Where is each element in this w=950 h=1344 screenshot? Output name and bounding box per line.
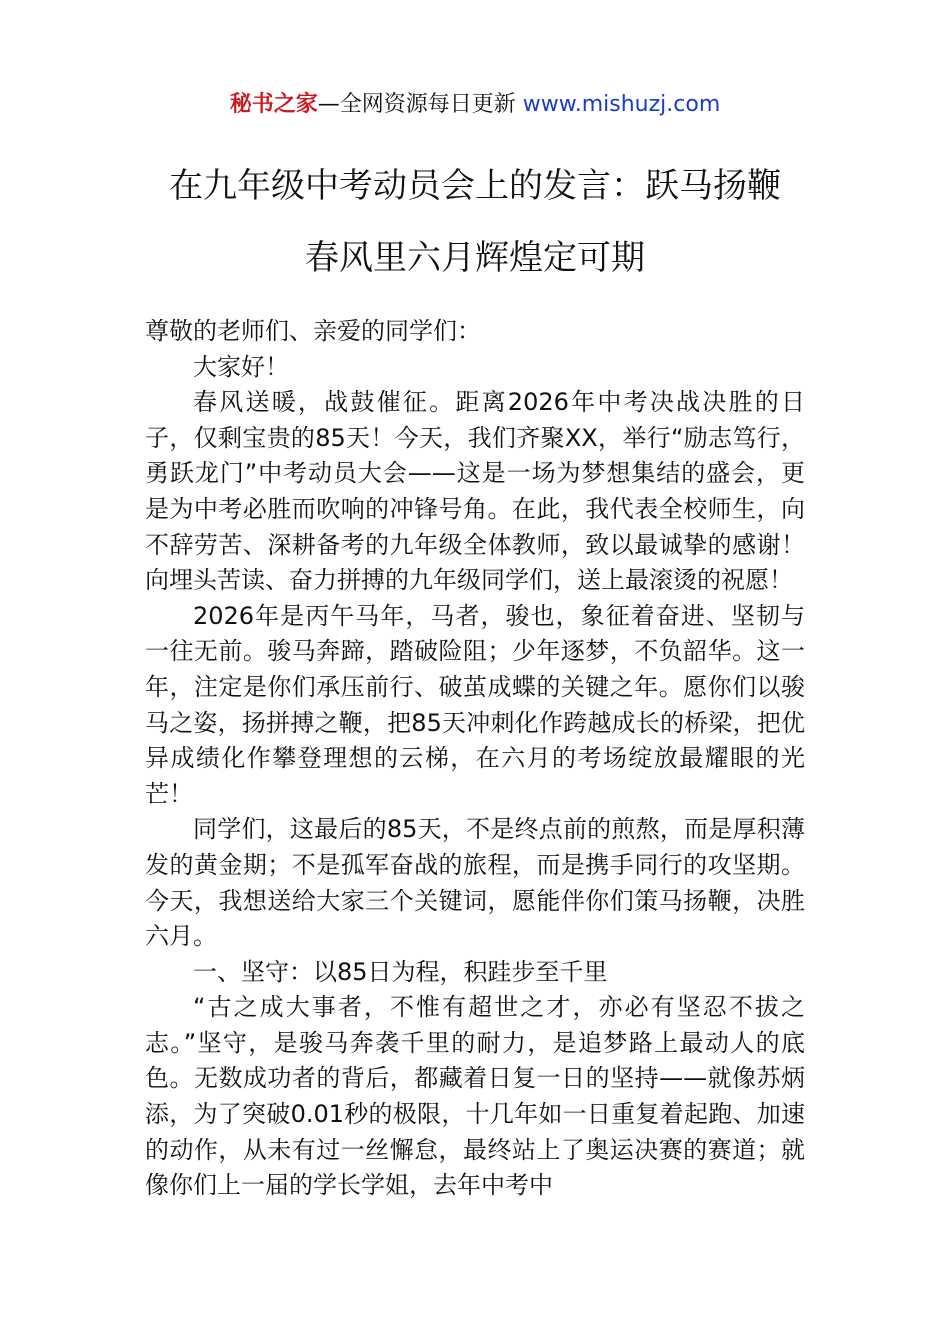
paragraph-persistence: “古之成大事者，不惟有超世之才，亦必有坚忍不拔之志。”坚守，是骏马奔袭千里的耐力，是追梦路上最动人的底色。无数成功者的背后，都藏着日复一日的坚持——就像苏炳添，为了突破0.01秒的极限，十几年如一日重复着起跑、加速的动作，从未有过一丝懈怠，最终站上了奥运决赛的赛道；就像你们上一届的学长学姐，去年中考中 bbox=[145, 993, 805, 1200]
paragraph-horse-year: 2026年是丙午马年，马者，骏也，象征着奋进、坚韧与一往无前。骏马奔蹄，踏破险阻；少年逐梦，不负韶华。这一年，注定是你们承压前行、破茧成蝶的关键之年。愿你们以骏马之姿，扬拼搏之鞭，把85天冲刺化作跨越成长的桥梁，把优异成绩化作攀登理想的云梯，在六月的考场绽放最耀眼的光芒！ bbox=[145, 601, 805, 808]
salutation: 尊敬的老师们、亲爱的同学们： bbox=[145, 317, 481, 345]
document-body bbox=[145, 314, 805, 1204]
brand-name: 秘书之家 bbox=[229, 92, 318, 117]
section-heading-1: 一、坚守：以85日为程，积跬步至千里 bbox=[193, 957, 608, 986]
banner-tagline: —全网资源每日更新 bbox=[317, 92, 523, 117]
paragraph-intro: 春风送暖，战鼓催征。距离2026年中考决战决胜的日子，仅剩宝贵的85天！今天，我们齐聚XX，举行“励志笃行，勇跃龙门”中考动员大会——这是一场为梦想集结的盛会，更是为中考必胜而吹响的冲锋号角。在此，我代表全校师生，向不辞劳苦、深耕备考的九年级全体教师，致以最诚挚的感谢！向埋头苦读、奋力拼搏的九年级同学们，送上最滚烫的祝愿！ bbox=[145, 388, 805, 595]
document-title bbox=[0, 150, 950, 294]
site-url-link[interactable]: www.mishuzj.com bbox=[522, 92, 721, 117]
paragraph-keywords: 同学们，这最后的85天，不是终点前的煎熬，而是厚积薄发的黄金期；不是孤军奋战的旅程，而是携手同行的攻坚期。今天，我想送给大家三个关键词，愿能伴你们策马扬鞭，决胜六月。 bbox=[145, 815, 805, 951]
title-line-2: 春风里六月辉煌定可期 bbox=[305, 238, 645, 278]
site-banner bbox=[0, 88, 950, 122]
title-line-1: 在九年级中考动员会上的发言：跃马扬鞭 bbox=[169, 166, 781, 206]
greeting: 大家好！ bbox=[193, 352, 289, 381]
